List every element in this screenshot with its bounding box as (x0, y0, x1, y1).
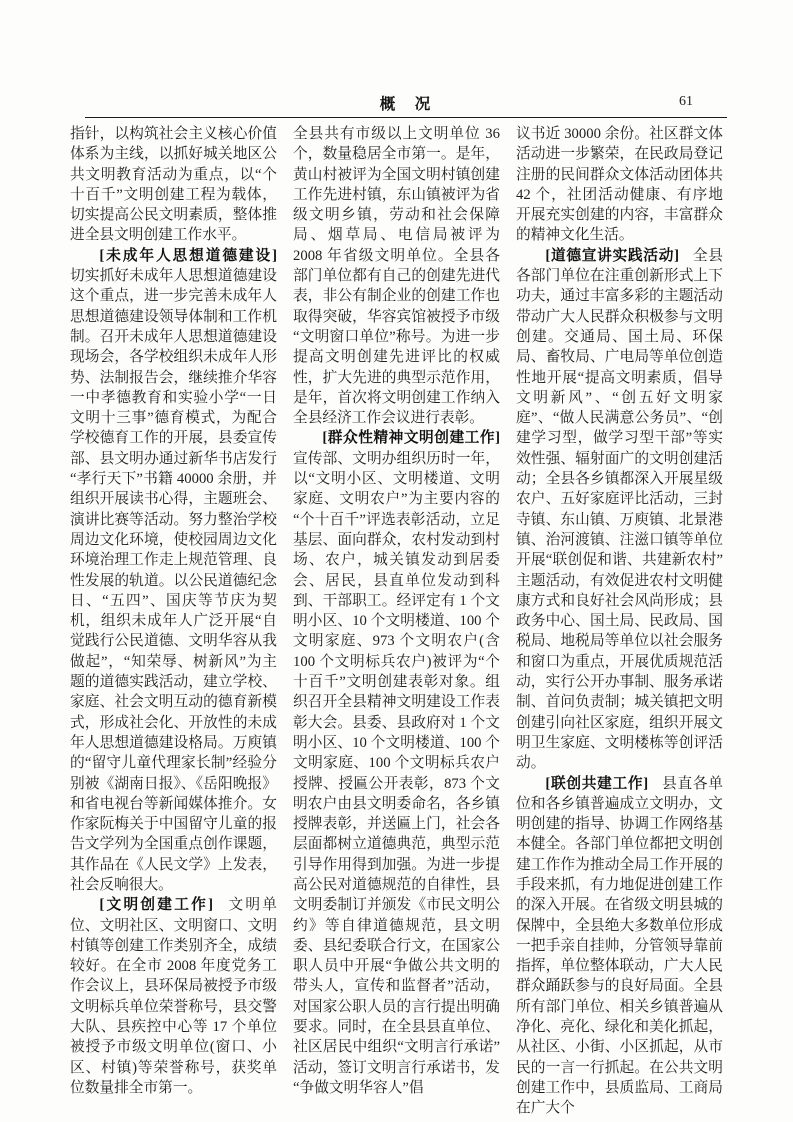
paragraph-continuation: 指针，以构筑社会主义核心价值体系为主线，以抓好城关地区公共文明教育活动为重点，以“个十百千”文明创建工程为载体，切实提高公民文明素质，整体推进全县文明创建工作水平。 (70, 126, 277, 244)
page-header (85, 92, 727, 114)
section-heading: [道德宣讲实践活动] (545, 247, 679, 264)
column-3 (516, 124, 723, 1119)
section-entry (70, 895, 277, 1098)
paragraph-continuation: 议书近 30000 余份。社区群文体活动进一步繁荣，在民政局登记注册的民间群众文体活动团体共 42 个，社团活动健康、有序地开展充实创建的内容，丰富群众的精神文化生活。 (516, 126, 723, 244)
section-heading: [群众性精神文明创建工作] (322, 430, 500, 447)
section-body: 宣传部、文明办组织历时一年，以“文明小区、文明楼道、文明家庭、文明农户”为主要内容的“个十百千”评选表彰活动，立足基层、面向群众，农村发动到村场、农户，城关镇发动到居委会、居民，县直单位发动到科到、干部职工。经评定有 1 个文明小区、10 个文明楼道、100 个文明家庭、973 个文明农户(含 100 个文明标兵农户)被评为“个十百千”文明创建表彰对象。组织召开全县精神文明建设工作表彰大会。县委、县政府对 1 个文明小区、10 个文明楼道、100 个文明家庭、100 个文明标兵农户授牌、授匾公开表彰，873 个文明农户由县文明委命名，各乡镇授牌表彰，并送匾上门，社会各层面都树立道德典范，典型示范引导作用得到加强。为进一步提高公民对道德规范的自律性，县文明委制订并颁发《市民文明公约》等自律道德规范，县文明委、县纪委联合行文，在国家公职人员中开展“争做公共文明的带头人，宣传和监督者”活动，对国家公职人员的言行提出明确要求。同时，在全县县直单位、社区居民中组织“文明言行承诺”活动，签订文明言行承诺书，发“争做文明华容人”倡 (293, 450, 500, 1096)
section-body: 切实抓好未成年人思想道德建设这个重点，进一步完善未成年人思想道德建设领导体制和工作机制。召开未成年人思想道德建设现场会，各学校组织未成年人形势、法制报告会，继续推介华容一中孝德教育和实验小学“一日文明十三事”德育模式，为配合学校德育工作的开展，县委宣传部、县文明办通过新华书店发行“孝行天下”书籍 40000 余册，并组织开展读书心得，主题班会、演讲比赛等活动。努力整治学校周边文化环境，使校园周边文化环境治理工作走上规范管理、良性发展的轨道。以公民道德纪念日、“五四”、国庆等节庆为契机，组织未成年人广泛开展“自觉践行公民道德、文明华容从我做起”，“知荣辱、树新风”为主题的道德实践活动，建立学校、家庭、社会文明互动的德育新模式，形成社会化、开放性的未成年人思想道德建设格局。万庾镇的“留守儿童代理家长制”经验分别被《湖南日报》、《岳阳晚报》和省电视台等新闻媒体推介。女作家阮梅关于中国留守儿童的报告文学列为全国重点创作课题，其作品在《人民文学》上发表，社会反响很大。 (70, 268, 277, 893)
column-2 (293, 124, 500, 1119)
section-entry (516, 774, 723, 1119)
column-1 (70, 124, 277, 1119)
paragraph-continuation: 全县共有市级以上文明单位 36 个，数量稳居全市第一。是年，黄山村被评为全国文明村镇创建工作先进村镇，东山镇被评为省级文明乡镇，劳动和社会保障局、烟草局、电信局被评为 2008 年省级文明单位。全县各部门单位都有自己的创建先进代表，非公有制企业的创建工作也取得突破，华容宾馆被授予市级“文明窗口单位”称号。为进一步提高文明创建先进评比的权威性，扩大先进的典型示范作用，是年，首次将文明创建工作纳入全县经济工作会议进行表彰。 (293, 126, 500, 427)
section-entry (516, 246, 723, 774)
text-columns (70, 124, 723, 1119)
section-body: 县直各单位和各乡镇普遍成立文明办，文明创建的指导、协调工作网络基本健全。各部门单位都把文明创建工作作为推动全局工作开展的手段来抓，有力地促进创建工作的深入开展。在省级文明县城的保牌中，全县绝大多数单位形成一把手亲自挂帅，分管领导靠前指挥，单位整体联动，广大人民群众踊跃参与的良好局面。全县所有部门单位、相关乡镇普遍从净化、亮化、绿化和美化抓起，从社区、小街、小区抓起，从市民的一言一行抓起。在公共文明创建工作中，县质监局、工商局在广大个 (516, 775, 723, 1117)
section-heading: [联创共建工作] (545, 775, 649, 792)
page-number: 61 (679, 94, 693, 109)
header-rule (85, 117, 727, 118)
section-heading: [未成年人思想道德建设] (99, 247, 277, 264)
section-body: 全县各部门单位在注重创新形式上下功夫，通过丰富多彩的主题活动带动广大人民群众积极参与文明创建。交通局、国土局、环保局、畜牧局、广电局等单位创造性地开展“提高文明素质，倡导文明新风”、“创五好文明家庭”、“做人民满意公务员”、“创建学习型，做学习型干部”等实效性强、辐射面广的文明创建活动；全县各乡镇都深入开展星级农户、五好家庭评比活动，三封寺镇、东山镇、万庾镇、北景港镇、治河渡镇、注滋口镇等单位开展“联创促和谐、共建新农村”主题活动，有效促进农村文明健康方式和良好社会风尚形成；县政务中心、国土局、民政局、国税局、地税局等单位以社会服务和窗口为重点，开展优质规范活动，实行公开办事制、服务承诺制、首问负责制；城关镇把文明创建引向社区家庭，组织开展文明卫生家庭、文明楼栋等创评活动。 (516, 247, 723, 772)
section-heading: [文明创建工作] (99, 897, 213, 914)
section-body: 文明单位、文明社区、文明窗口、文明村镇等创建工作类别齐全，成绩较好。在全市 2008 年度党务工作会议上，县环保局被授予市级文明标兵单位荣誉称号，县交警大队、县疾控中心等 17 个单位被授予市级文明单位(窗口、小区、村镇)等荣誉称号，获奖单位数量排全市第一。 (70, 897, 277, 1096)
page-title: 概 况 (379, 96, 433, 113)
